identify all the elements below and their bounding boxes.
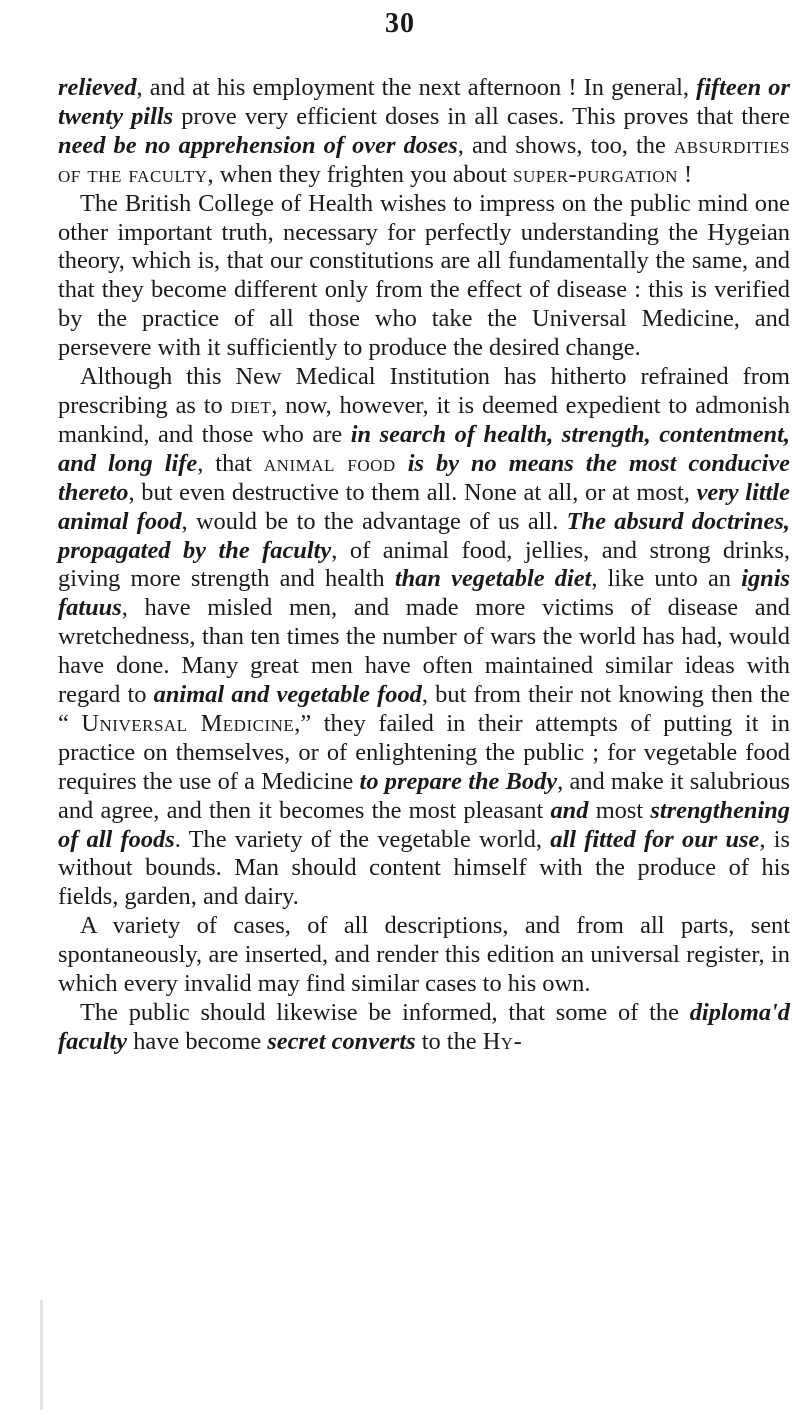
text-run: in search of health, strength, contentment, and long life <box>58 420 790 477</box>
text-run: , and make it salubrious and agree, and then it becomes the most pleasant <box>58 767 791 824</box>
text-run: , but even destructive to them all. None at all, or at most, <box>128 478 697 506</box>
paragraph-4 <box>58 912 790 999</box>
text-run: Although this New Medical Institution has hitherto refrained from prescribing as to <box>58 363 790 419</box>
text-run: have become <box>127 1027 268 1055</box>
text-run: , that <box>197 449 264 477</box>
body-text <box>58 74 790 1057</box>
text-run: , now, however, it is deemed expedient to admonish mankind, and those who are <box>58 391 790 448</box>
text-run: super-purgation <box>513 160 678 188</box>
text-run: animal and vegetable food <box>153 681 422 709</box>
paragraph-3 <box>58 363 790 912</box>
text-run: A variety of cases, of all descriptions, and from all parts, sent spontaneously, are inserted, and render this edition an universal register, in which every invalid may find similar cases to his own. <box>58 912 790 998</box>
text-run: . The variety of the vegetable world, <box>174 825 551 853</box>
text-run <box>396 450 408 477</box>
paragraph-2 <box>58 190 790 363</box>
text-run: , when they frighten you about <box>207 160 514 188</box>
text-run: to the <box>415 1027 483 1055</box>
text-run: than vegetable diet <box>394 565 592 593</box>
text-run: , have misled men, and made more victims of disease and wretchedness, than ten times the number of wars the world has had, would have done. Many great men have often maintained similar ideas with regard to <box>58 594 790 709</box>
page-number: 30 <box>385 8 415 39</box>
text-run: prove very efficient doses in all cases. This proves that there <box>173 102 790 130</box>
paragraph-1 <box>58 74 790 190</box>
text-run: all fitted for our use <box>550 825 760 853</box>
text-run: to prepare the Body <box>359 767 558 795</box>
text-run: animal food <box>263 449 396 477</box>
text-run: diet <box>230 391 272 419</box>
text-run: The British College of Health wishes to impress on the public mind one other important truth, necessary for perfectly understanding the Hygeian theory, which is, that our constitutions are all fundamentally the same, and that they become different only from the effect of disease : this is verified by the practice of all those who take the Universal Medicine, and persevere with it sufficiently to produce the desired change. <box>58 189 790 362</box>
text-run: ! <box>677 160 693 188</box>
text-run: ,” they failed in their attempts of putting it in practice on themselves, or of enlightening the public ; for vegetable food requires the use of a Medicine <box>58 709 790 795</box>
text-run: , of animal food, jellies, and strong drinks, giving more strength and health <box>58 536 791 593</box>
text-run: , but from their not knowing then the “ <box>58 681 790 737</box>
text-run: diploma'd faculty <box>58 999 790 1055</box>
text-run: Hy- <box>482 1027 523 1055</box>
text-run: strengthening of all foods <box>58 796 790 853</box>
text-run: , and shows, too, the <box>457 131 674 159</box>
text-run: , like unto an <box>591 565 742 593</box>
text-run: and <box>550 796 589 824</box>
text-run: need be no apprehension of over doses <box>58 131 458 159</box>
text-run: ignis fatuus <box>58 565 790 622</box>
text-run: The public should likewise be informed, that some of the <box>80 999 690 1026</box>
text-run: fifteen or twenty pills <box>58 74 790 130</box>
text-run: very little animal food <box>58 478 790 535</box>
paragraph-5 <box>58 999 790 1057</box>
margin-mark <box>40 1300 43 1410</box>
text-run: The absurd doctrines, propagated by the faculty <box>58 507 790 564</box>
text-run: secret converts <box>267 1027 416 1055</box>
text-run: absurdities of the faculty <box>58 131 790 188</box>
text-run: , would be to the advantage of us all. <box>181 507 567 535</box>
text-run: , and at his employment the next afternoon ! In general, <box>136 74 697 101</box>
text-run: relieved <box>58 74 137 101</box>
text-run: is by no means the most conducive thereto <box>58 449 791 506</box>
text-run: , is without bounds. Man should content himself with the produce of his fields, garden, and dairy. <box>58 825 790 911</box>
text-run: Universal Medicine <box>81 709 295 737</box>
text-run: most <box>588 796 651 824</box>
